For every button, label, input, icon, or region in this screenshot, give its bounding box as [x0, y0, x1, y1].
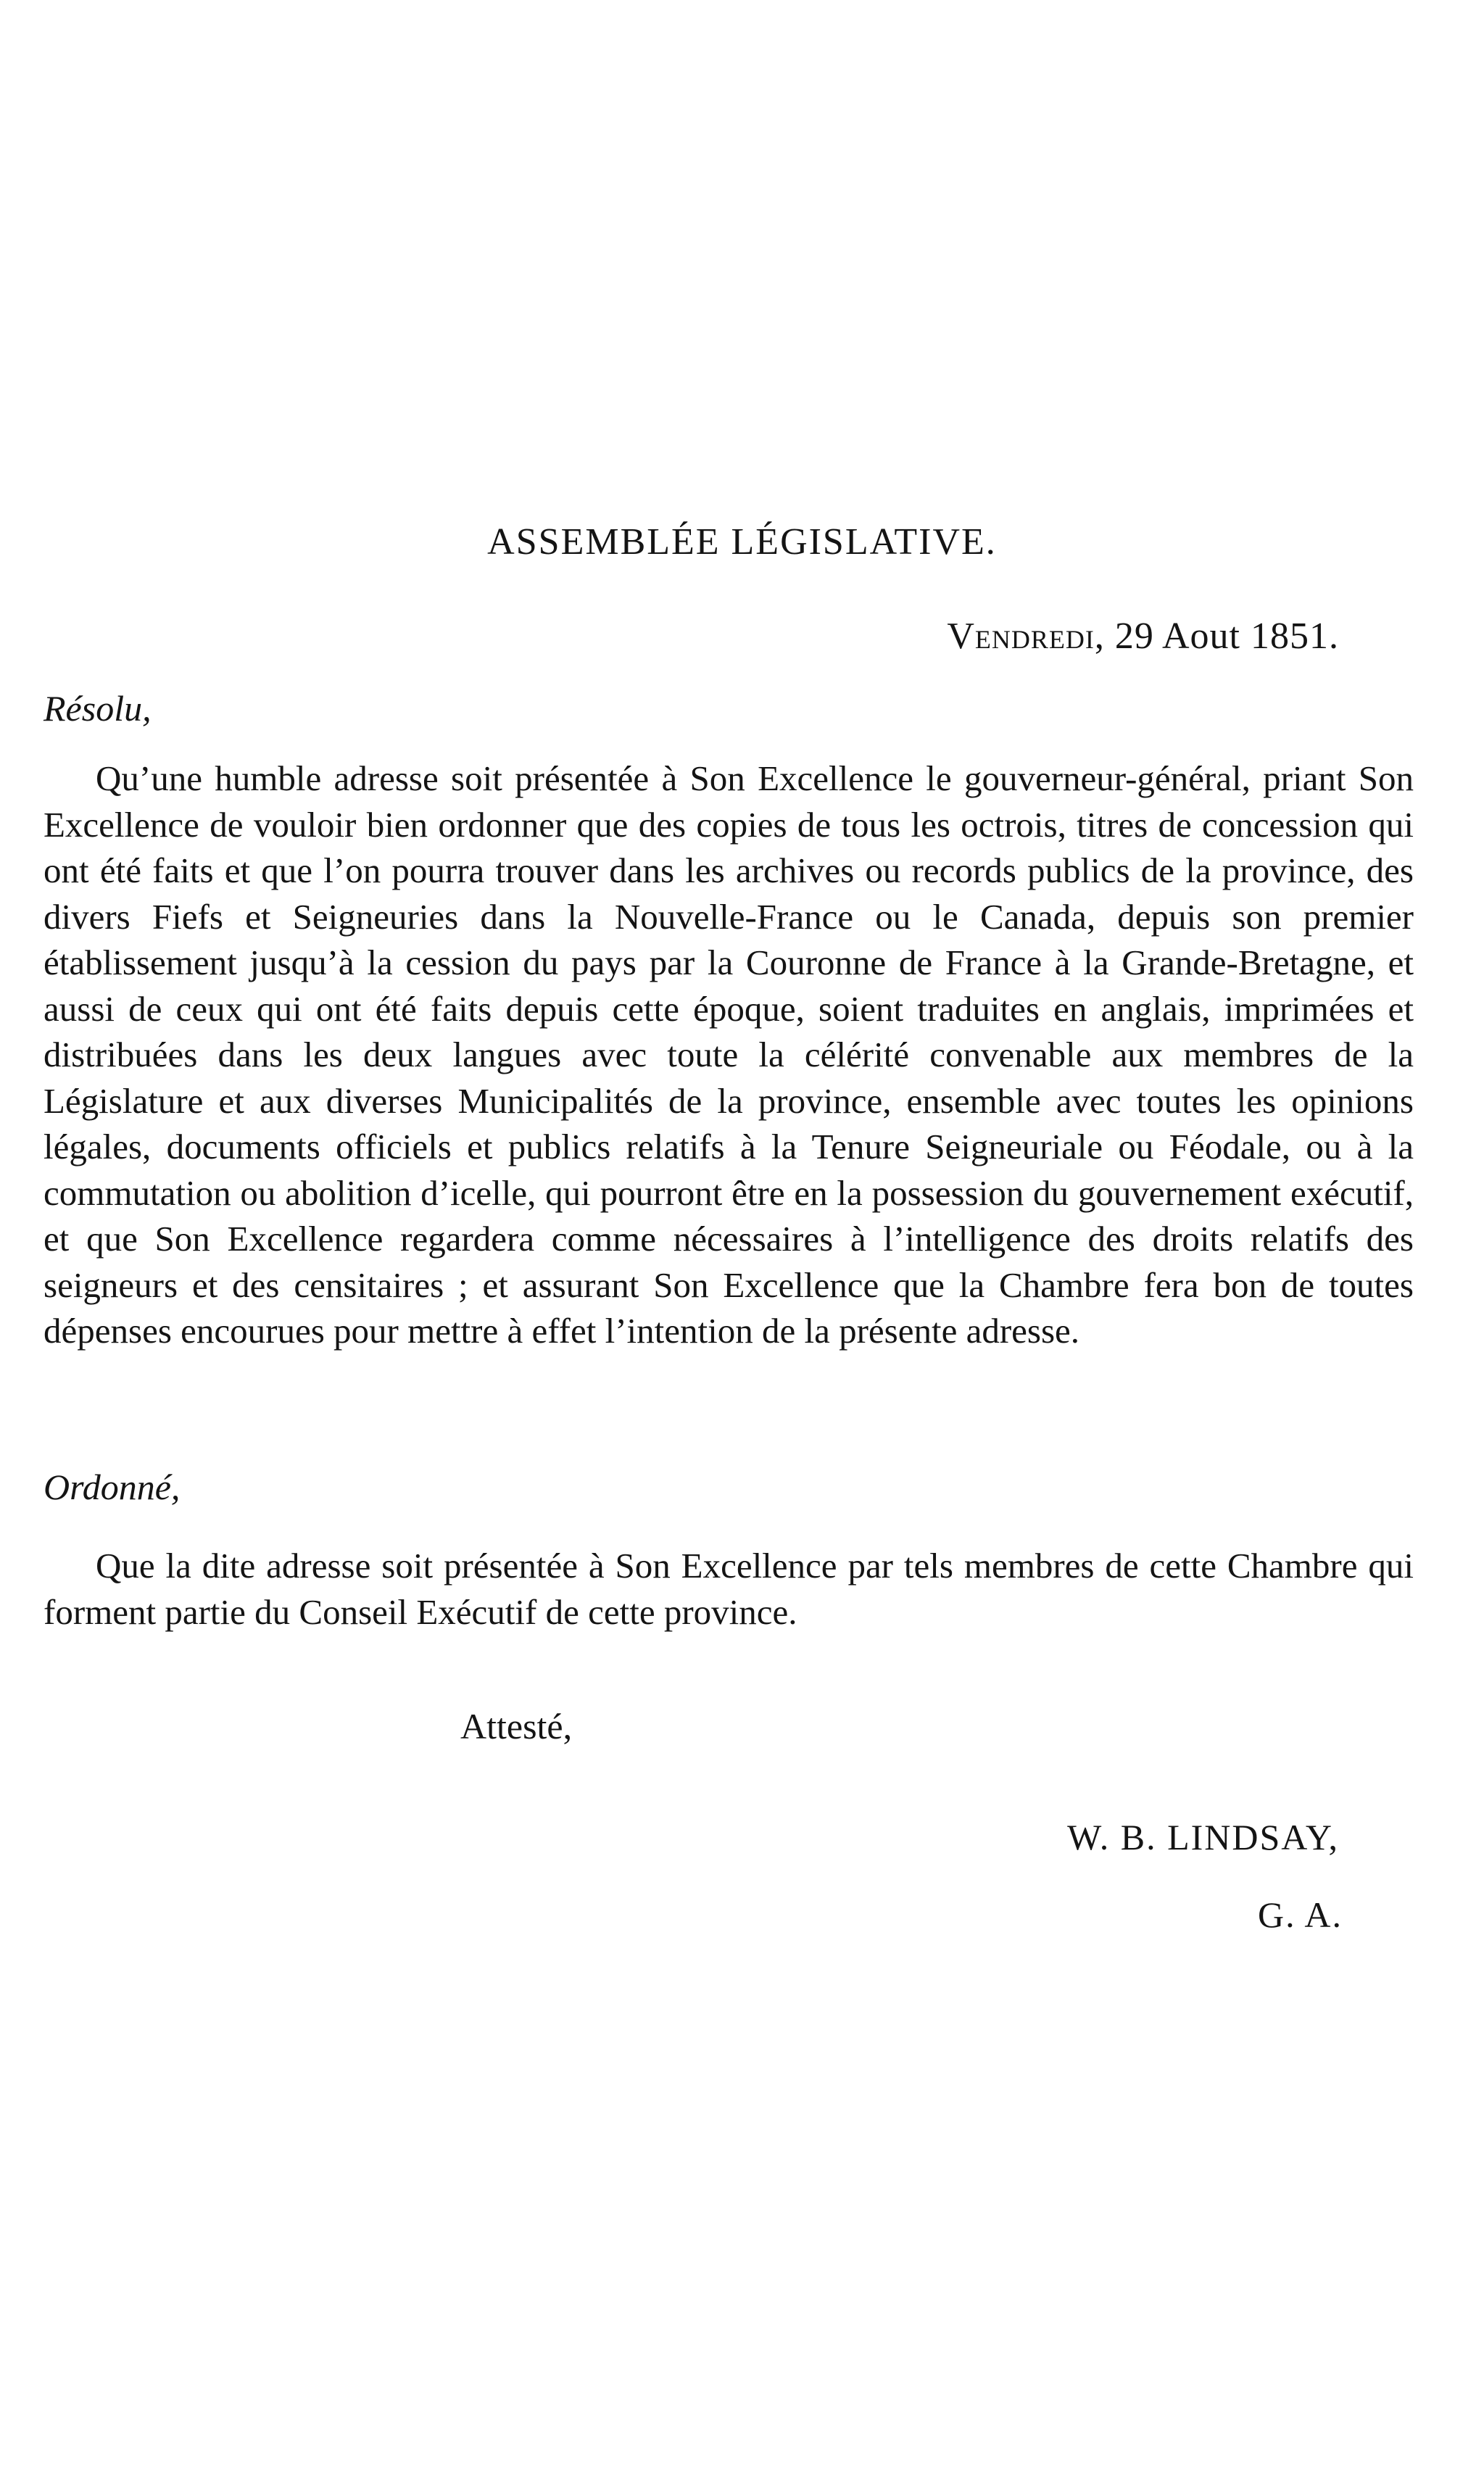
attest-label: Attesté, [460, 1706, 573, 1746]
document-dateline [947, 615, 1339, 658]
signatory-name: W. B. LINDSAY, [1067, 1817, 1339, 1857]
dateline-day: Vendredi, [947, 616, 1105, 657]
dateline-date: 29 Aout 1851. [1114, 616, 1339, 657]
signatory-title: G. A. [1258, 1894, 1343, 1935]
document-heading: ASSEMBLÉE LÉGISLATIVE. [487, 521, 997, 563]
resolution-paragraph: Qu’une humble adresse soit présentée à Son Excellence le gouverneur-général, priant Son Excellence de vouloir bien ordonner que des copies de tous les octrois, titres de concession qui ont été faits et que l’on pourra trouver dans les archives ou records publics de la province, des divers Fiefs et Seigneuries dans la Nouvelle-France ou le Canada, depuis son premier établissement jusqu’à la cession du pays par la Couronne de France à la Grande-Bretagne, et aussi de ceux qui ont été faits depuis cette époque, soient traduites en anglais, imprimées et distribuées dans les deux langues avec toute la célérité convenable aux membres de la Législature et aux diverses Municipalités de la province, ensemble avec toutes les opinions légales, documents officiels et publics relatifs à la Tenure Seigneuriale ou Féodale, ou à la commutation ou abolition d’icelle, qui pourront être en la possession du gouvernement exécutif, et que Son Excellence regardera comme nécessaires à l’intelligence des droits relatifs des seigneurs et des censitaires ; et assurant Son Excellence que la Chambre fera bon de toutes dépenses encourues pour mettre à effet l’intention de la présente adresse. [43, 758, 1414, 1351]
ordered-label: Ordonné, [43, 1467, 181, 1507]
order-paragraph: Que la dite adresse soit présentée à Son Excellence par tels membres de cette Chambre qui forment partie du Conseil Exécutif de cette province. [43, 1546, 1414, 1632]
resolved-label: Résolu, [43, 688, 152, 729]
